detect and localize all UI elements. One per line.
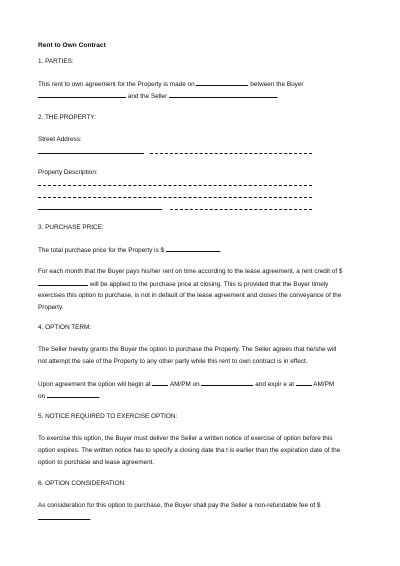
property-description-blank-3[interactable] xyxy=(38,209,162,210)
option-begin-text-a: Upon agreement the option will begin at xyxy=(38,381,151,388)
parties-line-2-text-a: and the Seller xyxy=(127,93,168,100)
credit-line-3: exercises this option to purchase, is not in default of the lease agreement and closes the conveyance of the xyxy=(38,292,342,299)
option-expire-date-line xyxy=(38,392,101,401)
parties-line-2-text-b: . xyxy=(277,93,279,100)
option-line-2: not attempt the sale of the Property to any other party while this rent to own contract is in effect. xyxy=(38,358,308,365)
option-begin-line xyxy=(38,380,334,389)
option-line-1: The Seller hereby grants the Buyer the option to purchase the Property. The Seller agrees that he/she will xyxy=(38,346,337,353)
purchase-total-line xyxy=(38,246,222,255)
credit-line-1: For each month that the Buyer pays his/her rent on time according to the lease agreement, a rent credit of $ xyxy=(38,268,343,275)
agreement-date-blank[interactable] xyxy=(196,80,248,86)
section-notice-heading: 5. NOTICE REQUIRED TO EXERCISE OPTION: xyxy=(38,413,178,420)
buyer-name-blank[interactable] xyxy=(38,92,126,98)
parties-line-2 xyxy=(38,92,279,101)
consideration-line-2 xyxy=(38,514,92,523)
notice-line-1: To exercise this option, the Buyer must deliver the Seller a written notice of exercise of option before this xyxy=(38,435,333,442)
street-address-label: Street Address: xyxy=(38,136,82,143)
street-address-blank-2[interactable] xyxy=(150,153,312,154)
notice-line-2: option expires. The written notice has to specify a closing date tha t is earlier than the expiration date of the xyxy=(38,447,341,454)
section-property-heading: 2. THE PROPERTY: xyxy=(38,114,97,121)
seller-name-blank[interactable] xyxy=(169,92,277,98)
expire-time-blank[interactable] xyxy=(296,380,312,386)
section-parties-heading: 1. PARTIES: xyxy=(38,58,74,65)
credit-line-2 xyxy=(38,280,328,289)
property-description-blank-2[interactable] xyxy=(38,197,312,198)
property-description-blank-4[interactable] xyxy=(170,209,312,210)
parties-line-1-text-a: This rent to own agreement for the Property is made on xyxy=(38,81,195,88)
option-begin-text-d: AM/PM xyxy=(313,381,335,388)
purchase-total-end: . xyxy=(219,247,222,254)
option-end-text: . xyxy=(98,393,101,400)
rent-credit-blank[interactable] xyxy=(38,280,88,286)
document-title: Rent to Own Contract xyxy=(38,42,106,49)
expire-date-blank[interactable] xyxy=(47,392,99,398)
notice-line-3: option to purchase and lease agreement. xyxy=(38,459,155,466)
street-address-blank-1[interactable] xyxy=(38,153,144,154)
parties-line-1 xyxy=(38,80,304,89)
purchase-price-blank[interactable] xyxy=(166,246,220,252)
credit-line-4: Property. xyxy=(38,304,64,311)
begin-date-blank[interactable] xyxy=(201,380,253,386)
property-description-blank-1[interactable] xyxy=(38,185,312,186)
section-option-heading: 4. OPTION TERM: xyxy=(38,324,92,331)
credit-line-2-text: will be applied to the purchase price at closing. This is provided that the Buyer timely xyxy=(89,281,329,288)
option-on-text: on xyxy=(38,393,46,400)
section-consideration-heading: 6. OPTION CONSIDERATION: xyxy=(38,480,126,487)
purchase-total-text: The total purchase price for the Property is $ xyxy=(38,247,165,254)
begin-time-blank[interactable] xyxy=(152,380,168,386)
section-purchase-heading: 3. PURCHASE PRICE: xyxy=(38,224,104,231)
option-begin-text-c: and expir e at xyxy=(255,381,294,388)
parties-line-1-text-b: between the Buyer xyxy=(250,81,304,88)
option-begin-text-b: AM/PM on xyxy=(169,381,200,388)
property-description-label: Property Description: xyxy=(38,169,98,176)
option-fee-blank[interactable] xyxy=(38,514,90,520)
consideration-line-1: As consideration for this option to purchase, the Buyer shall pay the Seller a non-refundable fee of $ xyxy=(38,502,321,509)
consideration-end: . xyxy=(90,515,92,522)
